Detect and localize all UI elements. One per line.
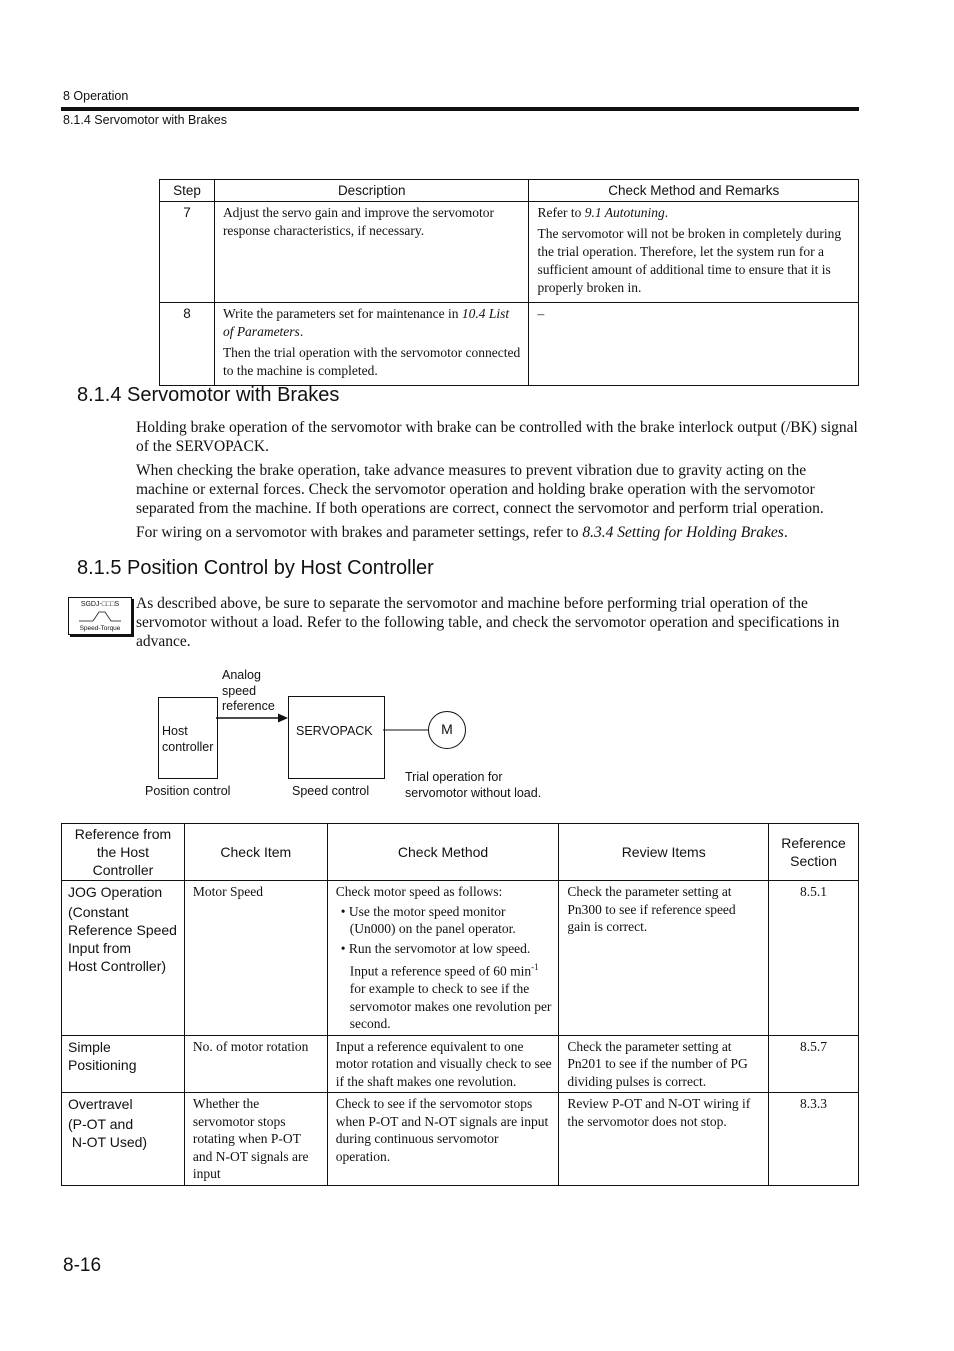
reference-section-cell: 8.5.7 [769, 1035, 859, 1093]
cell-line: Positioning [68, 1056, 137, 1073]
step-remarks [529, 202, 859, 303]
header-line: Controller [92, 862, 154, 878]
remark-text: – [537, 306, 545, 321]
motor-icon [428, 711, 466, 749]
header-line: Section [790, 853, 837, 869]
servopack-label: SERVOPACK [296, 724, 373, 738]
description-ref-line [223, 305, 523, 341]
connection-line [383, 728, 429, 732]
check-method-cell: Check to see if the servomotor stops when P-OT and N-OT signals are input during continuous servomotor operation. [327, 1093, 559, 1186]
reference-section-cell: 8.3.3 [769, 1093, 859, 1186]
description-ref: 10.4 List of Parameters [222, 306, 510, 339]
description-text: Adjust the servo gain and improve the servomotor response characteristics, if necessary. [222, 205, 495, 238]
description-text: Then the trial operation with the servomotor connected to the machine is completed. [222, 345, 521, 378]
remark-prefix: Refer to [537, 205, 585, 220]
note-suffix: for example to check to see if the servomotor makes one revolution per second. [349, 981, 552, 1031]
cross-reference: 8.3.4 Setting for Holding Brakes [582, 524, 784, 541]
analog-reference-label [222, 668, 275, 715]
section-8-1-5-body [136, 594, 861, 656]
table-row [62, 1035, 859, 1093]
cell-line: Overtravel [68, 1096, 133, 1112]
model-badge [68, 597, 132, 635]
motor-label: M [441, 721, 453, 737]
arrow-icon [216, 711, 290, 725]
section-heading-8-1-4: 8.1.4 Servomotor with Brakes [77, 384, 340, 406]
host-controller-box [158, 697, 218, 779]
step-remarks [529, 303, 859, 386]
col-check-method: Check Method [327, 824, 559, 881]
description-suffix: . [299, 324, 304, 339]
table-row [160, 303, 859, 386]
cell-line: Input from [68, 940, 132, 956]
label-line: Host [162, 724, 188, 738]
running-header-section: 8.1.4 Servomotor with Brakes [63, 113, 227, 127]
label-line: servomotor without load. [405, 785, 542, 800]
col-reference-section [769, 824, 859, 881]
col-review-items: Review Items [559, 824, 769, 881]
trial-steps-table [159, 179, 859, 386]
cell-line: JOG Operation [68, 884, 163, 900]
reference-cell [62, 1093, 185, 1186]
running-header-chapter: 8 Operation [63, 89, 129, 103]
method-intro: Check motor speed as follows: [335, 884, 503, 899]
cell-line: Reference Speed [68, 922, 177, 938]
method-note [336, 959, 553, 1033]
page-number: 8-16 [63, 1255, 102, 1276]
check-method-cell: Input a reference equivalent to one motor rotation and visually check to see if the shaft makes one revolution. [327, 1035, 559, 1093]
paragraph-suffix: . [783, 524, 788, 541]
label-line: reference [222, 699, 275, 713]
cell-line: (Constant [68, 904, 129, 920]
note-superscript: -1 [531, 962, 539, 972]
badge-mode-text: Speed-Torque [79, 625, 121, 632]
paragraph: When checking the brake operation, take advance measures to prevent vibration due to gravity acting on the machine or external forces. Check the servomotor operation and holding brake operation with the servomotor separated from the machine. If both operations are correct, connect the servomotor and perform trial operation. [136, 462, 824, 517]
section-heading-8-1-5: 8.1.5 Position Control by Host Controller [77, 557, 434, 579]
header-line: Reference from [74, 826, 172, 842]
table-header-row [62, 824, 859, 881]
col-reference [62, 824, 185, 881]
note-prefix: Input a reference speed of 60 min [349, 963, 532, 979]
step-number: 7 [160, 202, 215, 303]
table-row [62, 1093, 859, 1186]
speed-torque-icon [77, 610, 123, 622]
badge-model-text: SGDJ-□□□S [80, 601, 120, 608]
cell-line: (P-OT and [68, 1116, 134, 1132]
col-step: Step [160, 180, 215, 202]
paragraph-with-ref [136, 523, 861, 542]
label-line: speed [222, 683, 257, 698]
list-item: • Use the motor speed monitor (Un000) on the panel operator. [340, 903, 516, 936]
cell-line: Host Controller) [68, 958, 167, 974]
host-controller-label [162, 724, 213, 755]
table-row [62, 881, 859, 1036]
check-item-cell: No. of motor rotation [184, 1035, 327, 1093]
reference-cell [62, 1035, 185, 1093]
remark-ref: 9.1 Autotuning [584, 205, 665, 220]
reference-section-cell: 8.5.1 [769, 881, 859, 1036]
label-line: controller [162, 739, 214, 754]
remark-text: The servomotor will not be broken in completely during the trial operation. Therefore, let the system run for a sufficient amount of additional time to ensure that it is properly broken in. [537, 226, 842, 295]
label-line: Trial operation for [405, 770, 503, 784]
trial-operation-label [405, 770, 541, 801]
method-list [336, 903, 553, 958]
host-controller-check-table [61, 823, 859, 1186]
reference-cell [62, 881, 185, 1036]
review-items-cell: Check the parameter setting at Pn201 to see if the number of PG dividing pulses is correct. [559, 1035, 769, 1093]
review-items-cell: Check the parameter setting at Pn300 to see if reference speed gain is correct. [559, 881, 769, 1036]
step-number: 8 [160, 303, 215, 386]
header-line: the Host [96, 844, 150, 860]
review-items-cell: Review P-OT and N-OT wiring if the servomotor does not stop. [559, 1093, 769, 1186]
col-check-item: Check Item [184, 824, 327, 881]
check-method-cell [327, 881, 559, 1036]
remark-ref-line [537, 204, 852, 222]
paragraph: Holding brake operation of the servomotor with brake can be controlled with the brake interlock output (/BK) signal of the SERVOPACK. [136, 419, 858, 455]
cell-line: N-OT Used) [68, 1134, 148, 1150]
speed-control-label: Speed control [292, 784, 370, 798]
check-item-cell: Whether the servomotor stops rotating when P-OT and N-OT signals are input [184, 1093, 327, 1186]
paragraph: As described above, be sure to separate the servomotor and machine before performing trial operation of the servomotor without a load. Refer to the following table, and check the servomotor operation and specifications in advance. [136, 595, 840, 650]
description-prefix: Write the parameters set for maintenance in [222, 306, 462, 321]
table-row [160, 202, 859, 303]
servopack-box [288, 696, 385, 779]
header-line: Reference [781, 835, 846, 851]
position-control-label: Position control [145, 784, 231, 798]
table-header-row [160, 180, 859, 202]
list-item: • Run the servomotor at low speed. [340, 940, 531, 956]
paragraph-prefix: For wiring on a servomotor with brakes and parameter settings, refer to [136, 524, 583, 541]
col-check-method: Check Method and Remarks [529, 180, 859, 202]
check-item-cell: Motor Speed [184, 881, 327, 1036]
col-description: Description [214, 180, 529, 202]
step-description [214, 202, 529, 303]
step-description [214, 303, 529, 386]
section-8-1-4-body [136, 418, 861, 547]
label-line: Analog [222, 668, 261, 682]
cell-line: Simple [68, 1038, 111, 1055]
header-rule [61, 107, 859, 111]
remark-suffix: . [664, 205, 669, 220]
